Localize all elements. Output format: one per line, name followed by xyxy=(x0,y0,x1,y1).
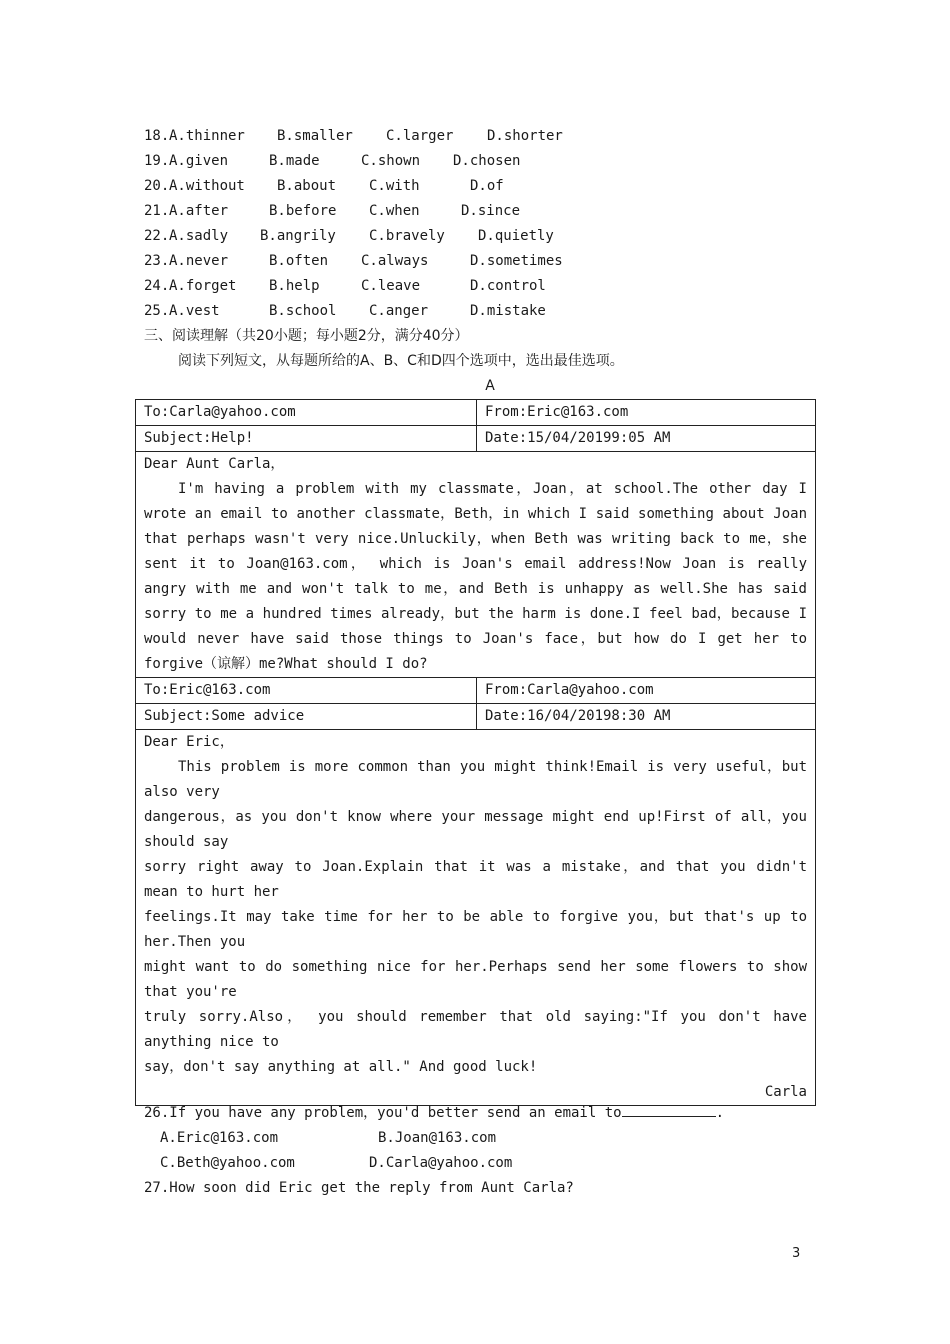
email2-line: feelings.It may take time for her to be able to forgive you，but that's up to her.Then you xyxy=(144,909,807,950)
option-d: D.mistake xyxy=(470,303,546,319)
option-c: C.when xyxy=(369,203,420,219)
option-c: C.shown xyxy=(361,153,421,169)
email2-body-row xyxy=(136,730,816,1106)
email1-subject: Subject:Help! xyxy=(136,426,477,452)
option-b: B.school xyxy=(269,303,337,319)
option-d: D.quietly xyxy=(478,228,554,244)
option-d: D.chosen xyxy=(453,153,521,169)
option-a: A.without xyxy=(169,178,245,194)
option-number: 25. xyxy=(144,303,170,319)
option-b: B.before xyxy=(269,203,337,219)
option-b: B.help xyxy=(269,278,320,294)
email1-to: To:Carla@yahoo.com xyxy=(136,400,477,426)
email2-line: sorry right away to Joan.Explain that it was a mistake，and that you didn't mean to hurt her xyxy=(144,859,807,900)
email2-to: To:Eric@163.com xyxy=(136,678,477,704)
email1-body-row xyxy=(136,452,816,678)
option-c: C.larger xyxy=(386,128,454,144)
question-26-stem: 26.If you have any problem，you'd better send an email to xyxy=(144,1105,622,1121)
option-a: A.forget xyxy=(169,278,237,294)
question-26 xyxy=(144,1101,724,1126)
email1-content xyxy=(136,452,816,678)
answer-blank xyxy=(622,1102,716,1117)
option-d: D.sometimes xyxy=(470,253,563,269)
option-c: C.with xyxy=(369,178,420,194)
option-a: A.thinner xyxy=(169,128,245,144)
option-b: B.angrily xyxy=(260,228,336,244)
passage-label: A xyxy=(485,378,495,394)
option-d: D.shorter xyxy=(487,128,563,144)
email2-line: This problem is more common than you might think!Email is very useful，but also very xyxy=(144,759,807,800)
option-d: D.control xyxy=(470,278,546,294)
option-a: A.given xyxy=(169,153,229,169)
option-number: 24. xyxy=(144,278,170,294)
option-a: A.vest xyxy=(169,303,220,319)
option-number: 20. xyxy=(144,178,170,194)
section-instruction: 阅读下列短文，从每题所给的A、B、C和D四个选项中，选出最佳选项。 xyxy=(178,353,624,369)
option-c: C.leave xyxy=(361,278,421,294)
option-d: D.of xyxy=(470,178,504,194)
email1-meta-row xyxy=(136,426,816,452)
email2-meta-row xyxy=(136,704,816,730)
option-c: C.bravely xyxy=(369,228,445,244)
option-a: A.after xyxy=(169,203,229,219)
email1-header-row xyxy=(136,400,816,426)
option-b: B.smaller xyxy=(277,128,353,144)
email1-from: From:Eric@163.com xyxy=(477,400,816,426)
option-number: 18. xyxy=(144,128,170,144)
email2-subject: Subject:Some advice xyxy=(136,704,477,730)
option-number: 19. xyxy=(144,153,170,169)
option-number: 23. xyxy=(144,253,170,269)
email2-date: Date:16/04/20198:30 AM xyxy=(477,704,816,730)
email1-body: I'm having a problem with my classmate，Joan，at school.The other day I wrote an email to another classmate，Beth，in which I said something about Joan that perhaps wasn't very nice.Unluckily，when Beth was writing back to me，she sent it to Joan@163.com， which is Joan's email address!Now Joan is really angry with me and won't talk to me，and Beth is unhappy as well.She has said sorry to me a hundred times already，but the harm is done.I feel bad，because I would never have said those things to Joan's face，but how do I get her to forgive（谅解）me?What should I do? xyxy=(144,481,807,672)
email2-content xyxy=(136,730,816,1106)
option-a: A.never xyxy=(169,253,229,269)
option-b: B.made xyxy=(269,153,320,169)
email2-greeting: Dear Eric， xyxy=(144,734,234,750)
option-b: B.often xyxy=(269,253,329,269)
page-number: 3 xyxy=(792,1246,801,1261)
email2-header-row xyxy=(136,678,816,704)
email2-from: From:Carla@yahoo.com xyxy=(477,678,816,704)
q26-option-c: C.Beth@yahoo.com xyxy=(160,1155,295,1171)
q26-option-b: B.Joan@163.com xyxy=(378,1130,497,1146)
option-c: C.anger xyxy=(369,303,429,319)
option-b: B.about xyxy=(277,178,337,194)
email1-greeting: Dear Aunt Carla， xyxy=(144,456,285,472)
option-number: 22. xyxy=(144,228,170,244)
email1-date: Date:15/04/20199:05 AM xyxy=(477,426,816,452)
email-table xyxy=(135,399,816,1106)
email2-line: say，don't say anything at all." And good luck! xyxy=(144,1059,538,1075)
option-a: A.sadly xyxy=(169,228,229,244)
option-c: C.always xyxy=(361,253,429,269)
question-26-end: . xyxy=(715,1105,725,1121)
email2-line: might want to do something nice for her.Perhaps send her some flowers to show that you're xyxy=(144,959,807,1000)
email2-signature: Carla xyxy=(764,1084,807,1100)
email2-line: dangerous，as you don't know where your message might end up!First of all，you should say xyxy=(144,809,807,850)
email2-line: truly sorry.Also， you should remember that old saying:"If you don't have anything nice to xyxy=(144,1009,807,1050)
option-number: 21. xyxy=(144,203,170,219)
q26-option-d: D.Carla@yahoo.com xyxy=(369,1155,513,1171)
option-d: D.since xyxy=(461,203,521,219)
section-heading: 三、阅读理解（共20小题；每小题2分，满分40分） xyxy=(144,328,469,344)
question-27: 27.How soon did Eric get the reply from Aunt Carla? xyxy=(144,1180,574,1196)
q26-option-a: A.Eric@163.com xyxy=(160,1130,279,1146)
